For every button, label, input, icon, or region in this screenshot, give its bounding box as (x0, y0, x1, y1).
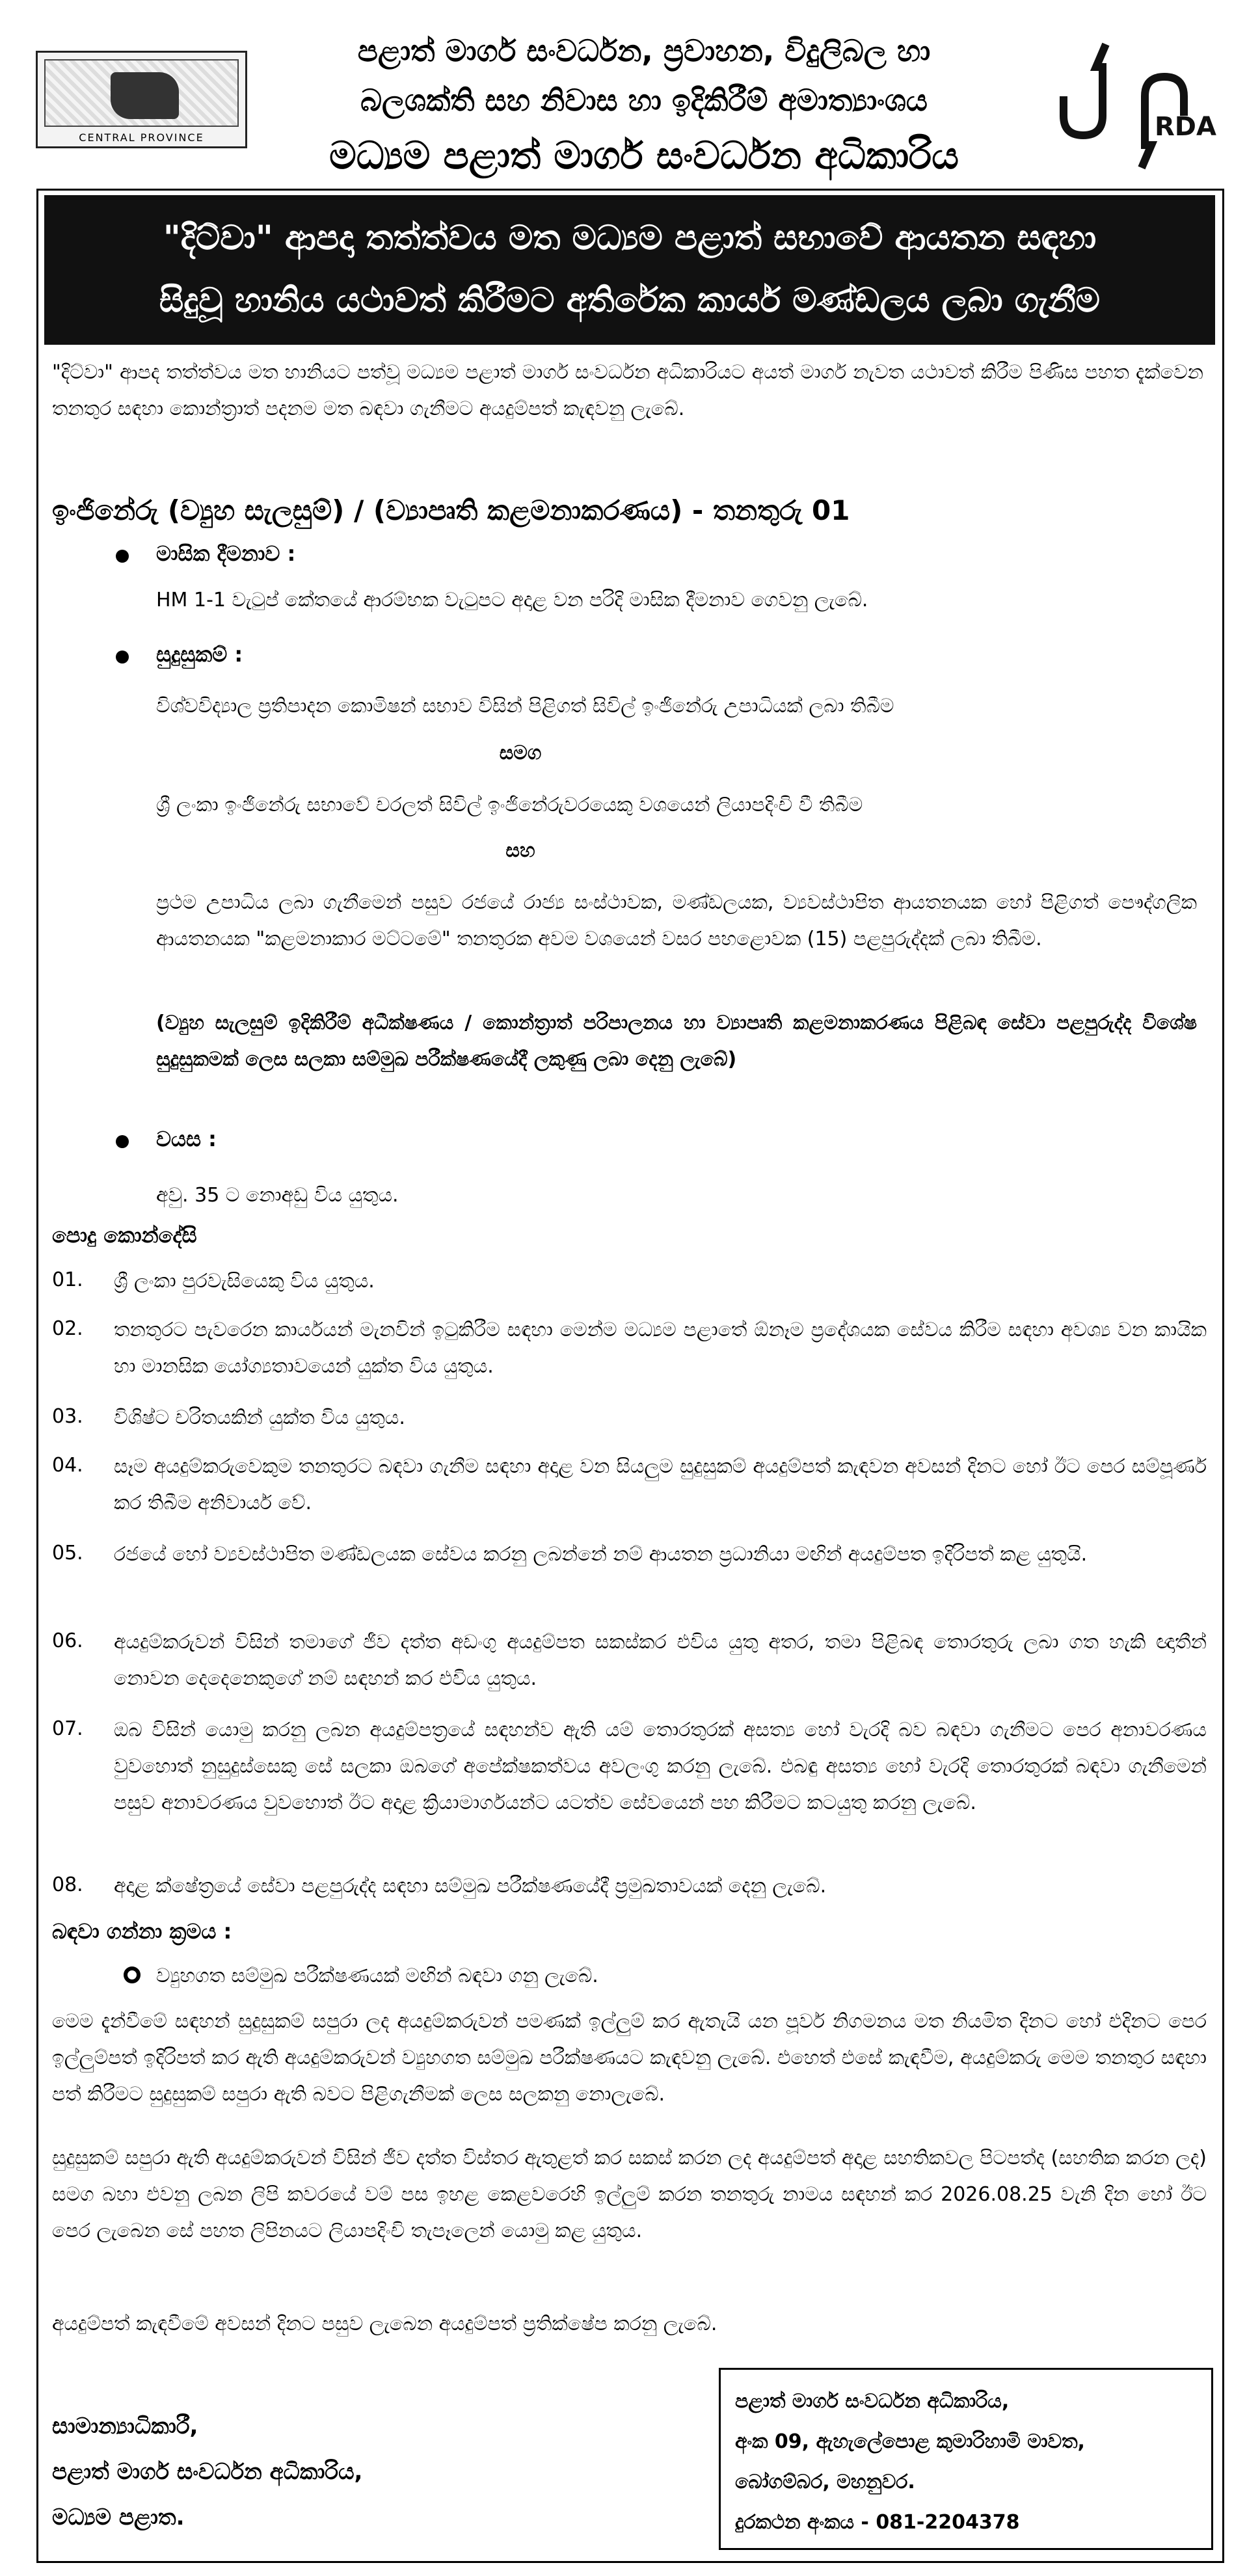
recruitment-paragraph-3: අයදුම්පත් කැඳවීමේ අවසන් දිනට පසුව ලැබෙන අයදුම්පත් ප්‍රතික්ෂේප කරනු ලැබේ. (52, 2313, 717, 2335)
condition-text: විශිෂ්ට චරිතයකින් යුක්ත විය යුතුය. (114, 1406, 405, 1429)
qualification-and-1: සමග (499, 742, 542, 764)
prda-logo (1044, 38, 1223, 174)
header (0, 0, 1260, 195)
qualification-1: විශ්වවිද්‍යාල ප්‍රතිපාදන කොමිෂන් සභාව විසින් පිළිගත් සිවිල් ඉංජිනේරු උපාධියක් ලබා තිබීම (156, 695, 894, 718)
phone-label: දුරකථන අංකය (735, 2511, 854, 2534)
condition-number: 05. (52, 1542, 83, 1564)
condition-number: 03. (52, 1405, 83, 1428)
phone-number: 081-2204378 (876, 2511, 1020, 2534)
address-line-1: පළාත් මාර්ග සංවර්ධන අධිකාරිය, (735, 2390, 1010, 2413)
banner-line-2: සිදුවූ හානිය යථාවත් කිරීමට අතිරේක කාර්ය මණ්ඩලය ලබා ගැනීම (159, 281, 1101, 320)
salary-text: HM 1-1 වැටුප් කේතයේ ආරම්භක වැටුපට අදාළ වන පරිදි මාසික දීමනාව ගෙවනු ලැබේ. (156, 589, 868, 611)
recruitment-paragraph-1: මෙම දැන්වීමේ සඳහන් සුදුසුකම් සපුරා ලද අයදුම්කරුවන් පමණක් ඉල්ලුම් කර ඇතැයි යන පූර්ව නිගමනය මත නියමිත දිනට හෝ එදිනට පෙර ඉල්ලුම්පත් ඉදිරිපත් කර ඇති අයදුම්කරුවන් ව්‍යුහගත සම්මුඛ පරීක්ෂණයට කැඳවනු ලැබේ. එහෙත් එසේ කැඳවීම, අයදුම්කරු මෙම තනතුර සඳහා පත් කිරීමට සුදුසුකම් සපුරා ඇති බවට පිළිගැනීමක් ලෙස සලකනු නොලැබේ. (52, 2010, 1207, 2106)
recruitment-method-item: ව්‍යුහගත සම්මුඛ පරීක්ෂණයක් මඟින් බඳවා ගනු ලැබේ. (156, 1965, 598, 1987)
lion-emblem-icon (111, 72, 179, 119)
ministry-line-1: පළාත් මාර්ග සංවර්ධන, ප්‍රවාහන, විදුලිබල හා (357, 33, 931, 68)
condition-number: 04. (52, 1454, 83, 1477)
age-text: අවු. 35 ට නොඅඩු විය යුතුය. (156, 1184, 399, 1207)
condition-text: සෑම අයදුම්කරුවෙකුම තනතුරට බඳවා ගැනීම සඳහා අදාළ වන සියලුම සුදුසුකම් අයදුම්පත් කැඳවන අවසන් දිනට හෝ ඊට පෙර සම්පූර්ණ කර තිබීම අනිවාර්ය වේ. (114, 1455, 1207, 1514)
condition-text: අයදුම්කරුවන් විසින් තමාගේ ජීව දත්ත අඩංගු අයදුම්පත සකස්කර එවිය යුතු අතර, තමා පිළිබඳ තොරතුරු ලබා ගත හැකි ඥාතීන් නොවන දෙදෙනෙකුගේ නම් සඳහන් කර එවිය යුතුය. (114, 1631, 1207, 1690)
address-line-2: අංක 09, ඇහැලේපොළ කුමාරිහාමි මාවත, (735, 2430, 1085, 2453)
ministry-name (260, 26, 1028, 125)
intro-paragraph: "දිට්වා" ආපද තත්ත්වය මත හානියට පත්වූ මධ්‍යම පළාත් මාර්ග සංවර්ධන අධිකාරියට අයත් මාර්ග නැවත යථාවත් කිරීම පිණිස පහත දැක්වෙන තනතුර සඳහා කොන්ත්‍රාත් පදනම මත බඳවා ගැනීමට අයදුම්පත් කැඳවනු ලැබේ. (52, 361, 1203, 420)
condition-number: 07. (52, 1717, 83, 1740)
logo-caption: CENTRAL PROVINCE (79, 131, 204, 144)
signature-line-2: පළාත් මාර්ග සංවර්ධන අධිකාරිය, (52, 2459, 363, 2485)
qualification-2: ශ්‍රී ලංකා ඉංජිනේරු සභාවේ චරලත් සිවිල් ඉංජිනේරුවරයෙකු වශයෙන් ලියාපදිංචි වී තිබීම (156, 794, 863, 816)
signature-block (52, 2404, 362, 2540)
title-banner (44, 195, 1215, 345)
signature-line-1: සාමාන්‍යාධිකාරී, (52, 2413, 198, 2439)
bullet-icon (116, 1135, 129, 1148)
phone-separator: - (861, 2511, 876, 2534)
condition-text: අදාළ ක්ෂේත්‍රයේ සේවා පළපුරුද්ද සඳහා සම්මුඛ පරීක්ෂණයේදී ප්‍රමුඛතාවයක් දෙනු ලැබේ. (114, 1875, 827, 1898)
condition-text: ශ්‍රී ලංකා පුරවැසියෙකු විය යුතුය. (114, 1270, 375, 1293)
logo-emblem (44, 59, 239, 127)
condition-number: 08. (52, 1873, 83, 1896)
qualification-and-2: සහ (505, 839, 535, 862)
central-province-logo (36, 51, 247, 148)
condition-text: තනතුරට පැවරෙන කාර්යයන් මැනවින් ඉටුකිරීම සඳහා මෙන්ම මධ්‍යම පළාතේ ඕනෑම ප්‍රදේශයක සේවය කිරීම සඳහා අවශ්‍ය වන කායික හා මානසික යෝග්‍යතාවයෙන් යුක්ත විය යුතුය. (114, 1319, 1207, 1378)
general-conditions-heading: පොදු කොන්දේසි (52, 1223, 197, 1248)
advertisement-page: CENTRAL PROVINCE පළාත් මාර්ග සංවර්ධන, ප්‍රවාහන, විදුලිබල හා බලශක්ති සහ නිවාස හා ඉදිකිරීම් අමාත්‍යාංශය මධ්‍යම පළාත් මාර්ග සංවර්ධන අධිකාරිය RDA "දිට්වා" ආපදා තත්ත්වය මත මධ්‍යම පළාත් සභාවේ ආයතන සඳහා සිදුවූ හානිය යථාවත් කිරීමට අතිරේක කාර්ය මණ්ඩලය ලබා ගැනීම "දිට්වා" ආපද තත්ත්වය මත හානියට පත්වූ මධ්‍යම පළාත් මාර්ග සංවර්ධන අධිකාරියට අයත් මාර්ග නැවත යථාවත් කිරීම පිණිස පහත දැක්වෙන තනතුර සඳහා කොන්ත්‍රාත් පදනම මත බඳවා ගැනීමට අයදුම්පත් කැඳවනු ලැබේ. ඉංජිනේරු (ව්‍යුහ සැලසුම්) / (ව්‍යාපෘති කළමනාකරණය) - තනතුරු 01 මාසික දීමනාව : HM 1-1 වැටුප් කේතයේ ආරම්භක වැටුපට අදාළ වන පරිදි මාසික දීමනාව ගෙවනු ලැබේ. සුදුසුකම් : විශ්වවිද්‍යාල ප්‍රතිපාදන කොමිෂන් සභාව විසින් පිළිගත් සිවිල් ඉංජිනේරු උපාධියක් ලබා තිබීම සමග ශ්‍රී ලංකා ඉංජිනේරු සභාවේ චරලත් සිවිල් ඉංජිනේරුවරයෙකු වශයෙන් ලියාපදිංචි වී තිබීම සහ ප්‍රථම උපාධිය ලබා ගැනීමෙන් පසුව රජයේ රාජ්‍ය සංස්ථාවක, මණ්ඩලයක, ව්‍යවස්ථාපිත ආයතනයක හෝ පිළිගත් පෞද්ගලික ආයතනයක "කළමනාකාර මට්ටමේ" තනතුරක අවම වශයෙන් වසර පහළොවක (15) පළපුරුද්දක් ලබා තිබීම. (ව්‍යුහ සැලසුම් ඉදිකිරීම් අධීක්ෂණය / කොන්ත්‍රාත් පරිපාලනය හා ව්‍යාපෘති කළමනාකරණය පිළිබඳ සේවා පළපුරුද්ද විශේෂ සුදුසුකමක් ලෙස සලකා සම්මුඛ පරීක්ෂණයේදී ලකුණු ලබා දෙනු ලැබේ) වයස : අවු. 35 ට නොඅඩු විය යුතුය. පොදු කොන්දේසි 01. ශ්‍රී ලංකා පුරවැසියෙකු විය යුතුය. 02. තනතුරට පැවරෙන කාර්යයන් මැනවින් ඉටුකිරීම සඳහා මෙන්ම මධ්‍යම පළාතේ ඕනෑම ප්‍රදේශයක සේවය කිරීම සඳහා අවශ්‍ය වන කායික හා මානසික යෝග්‍යතාවයෙන් යුක්ත විය යුතුය. 03. විශිෂ්ට චරිතයකින් යුක්ත විය යුතුය. 04. සෑම අයදුම්කරුවෙකුම තනතුරට බඳවා ගැනීම සඳහා අදාළ වන සියලුම සුදුසුකම් අයදුම්පත් කැඳවන අවසන් දිනට හෝ ඊට පෙර සම්පූර්ණ කර තිබීම අනිවාර්ය වේ. 05. රජයේ හෝ ව්‍යවස්ථාපිත මණ්ඩලයක සේවය කරනු ලබන්නේ නම් ආයතන ප්‍රධානියා මඟින් අයදුම්පත ඉදිරිපත් කළ යුතුයි. 06. අයදුම්කරුවන් විසින් තමාගේ ජීව දත්ත අඩංගු අයදුම්පත සකස්කර එවිය යුතු අතර, තමා පිළිබඳ තොරතුරු ලබා ගත හැකි ඥාතීන් නොවන දෙදෙනෙකුගේ නම් සඳහන් කර එවිය යුතුය. 07. ඔබ විසින් යොමු කරනු ලබන අයදුම්පත්‍රයේ සඳහන්ව ඇති යම් තොරතුරක් අසත්‍ය හෝ වැරදි බව බඳවා ගැනීමට පෙර අනාවරණය වුවහොත් නුසුදුස්සෙකු සේ සලකා ඔබගේ අපේක්ෂකත්වය අවලංගු කරනු ලැබේ. එබඳු අසත්‍ය හෝ වැරදි තොරතුරක් බඳවා ගැනීමෙන් පසුව අනාවරණය වුවහොත් ඊට අදාළ ක්‍රියාමාර්ගයන්ට යටත්ව සේවයෙන් පහ කිරීමට කටයුතු කරනු ලැබේ. 08. අදාළ ක්ෂේත්‍රයේ සේවා පළපුරුද්ද සඳහා සම්මුඛ පරීක්ෂණයේදී ප්‍රමුඛතාවයක් දෙනු ලැබේ. බඳවා ගන්නා ක්‍රමය : ව්‍යුහගත සම්මුඛ පරීක්ෂණයක් මඟින් බඳවා ගනු ලැබේ. මෙම දැන්වීමේ සඳහන් සුදුසුකම් සපුරා ලද අයදුම්කරුවන් පමණක් ඉල්ලුම් කර ඇතැයි යන පූර්ව නිගමනය මත නියමිත දිනට හෝ එදිනට පෙර ඉල්ලුම්පත් ඉදිරිපත් කර ඇති අයදුම්කරුවන් ව්‍යුහගත සම්මුඛ පරීක්ෂණයට කැඳවනු ලැබේ. එහෙත් එසේ කැඳවීම, අයදුම්කරු මෙම තනතුර සඳහා පත් කිරීමට සුදුසුකම් සපුරා ඇති බවට පිළිගැනීමක් ලෙස සලකනු නොලැබේ. සුදුසුකම් සපුරා ඇති අයදුම්කරුවන් විසින් ජීව දත්ත විස්තර ඇතුළත් කර සකස් කරන ලද අයදුම්පත් අදාළ සහතිකවල පිටපත්ද (සහතික කරන ලද) සමග බහා එවනු ලබන ලිපි කවරයේ වම් පස ඉහළ කෙළවරෙහි ඉල්ලුම් කරන තනතුරු නාමය සඳහන් කර 2026.08.25 වැනි දින හෝ ඊට පෙර ලැබෙන සේ පහත ලිපිනයට ලියාපදිංචි තැපෑලෙන් යොමු කළ යුතුය. අයදුම්පත් කැඳවීමේ අවසන් දිනට පසුව ලැබෙන අයදුම්පත් ප්‍රතික්ෂේප කරනු ලැබේ. සාමාන්‍යාධිකාරී, පළාත් මාර්ග සංවර්ධන අධිකාරිය, මධ්‍යම පළාත. පළාත් මාර්ග සංවර්ධන අධිකාරිය, අංක 09, ඇහැලේපොළ කුමාරිහාමි මාවත, බෝගම්බර, මහනුවර. දුරකථන අංකය - 081-2204378 (0, 0, 1260, 2576)
bullet-icon (116, 651, 129, 664)
bullet-icon (116, 550, 129, 563)
prda-road-icon (1044, 38, 1223, 174)
circle-bullet-icon (124, 1966, 141, 1983)
condition-number: 02. (52, 1317, 83, 1340)
address-phone (735, 2502, 1197, 2543)
condition-number: 01. (52, 1268, 83, 1291)
signature-line-3: මධ්‍යම පළාත. (52, 2504, 185, 2530)
recruitment-method-heading: බඳවා ගන්නා ක්‍රමය : (52, 1919, 232, 1944)
authority-name: මධ්‍යම පළාත් මාර්ග සංවර්ධන අධිකාරිය (329, 133, 959, 178)
banner-line-1: "දිට්වා" ආපදා තත්ත්වය මත මධ්‍යම පළාත් සභාවේ ආයතන සඳහා (163, 219, 1097, 258)
recruitment-paragraph-2: සුදුසුකම් සපුරා ඇති අයදුම්කරුවන් විසින් ජීව දත්ත විස්තර ඇතුළත් කර සකස් කරන ලද අයදුම්පත් අදාළ සහතිකවල පිටපත්ද (සහතික කරන ලද) සමග බහා එවනු ලබන ලිපි කවරයේ වම් පස ඉහළ කෙළවරෙහි ඉල්ලුම් කරන තනතුරු නාමය සඳහන් කර 2026.08.25 වැනි දින හෝ ඊට පෙර ලැබෙන සේ පහත ලිපිනයට ලියාපදිංචි තැපෑලෙන් යොමු කළ යුතුය. (52, 2147, 1207, 2242)
condition-text: ඔබ විසින් යොමු කරනු ලබන අයදුම්පත්‍රයේ සඳහන්ව ඇති යම් තොරතුරක් අසත්‍ය හෝ වැරදි බව බඳවා ගැනීමට පෙර අනාවරණය වුවහොත් නුසුදුස්සෙකු සේ සලකා ඔබගේ අපේක්ෂකත්වය අවලංගු කරනු ලැබේ. එබඳු අසත්‍ය හෝ වැරදි තොරතුරක් බඳවා ගැනීමෙන් පසුව අනාවරණය වුවහොත් ඊට අදාළ ක්‍රියාමාර්ගයන්ට යටත්ව සේවයෙන් පහ කිරීමට කටයුතු කරනු ලැබේ. (114, 1719, 1207, 1814)
qualification-3: ප්‍රථම උපාධිය ලබා ගැනීමෙන් පසුව රජයේ රාජ්‍ය සංස්ථාවක, මණ්ඩලයක, ව්‍යවස්ථාපිත ආයතනයක හෝ පිළිගත් පෞද්ගලික ආයතනයක "කළමනාකාර මට්ටමේ" තනතුරක අවම වශයෙන් වසර පහළොවක (15) පළපුරුද්දක් ලබා තිබීම. (156, 891, 1197, 950)
ministry-line-2: බලශක්ති සහ නිවාස හා ඉදිකිරීම් අමාත්‍යාංශය (360, 83, 928, 118)
qualification-4: (ව්‍යුහ සැලසුම් ඉදිකිරීම් අධීක්ෂණය / කොන්ත්‍රාත් පරිපාලනය හා ව්‍යාපෘති කළමනාකරණය පිළිබඳ සේවා පළපුරුද්ද විශේෂ සුදුසුකමක් ලෙස සලකා සම්මුඛ පරීක්ෂණයේදී ලකුණු ලබා දෙනු ලැබේ) (156, 1012, 1197, 1071)
address-line-3: බෝගම්බර, මහනුවර. (735, 2471, 915, 2493)
post-title: ඉංජිනේරු (ව්‍යුහ සැලසුම්) / (ව්‍යාපෘති කළමනාකරණය) - තනතුරු 01 (52, 494, 850, 526)
condition-text: රජයේ හෝ ව්‍යවස්ථාපිත මණ්ඩලයක සේවය කරනු ලබන්නේ නම් ආයතන ප්‍රධානියා මඟින් අයදුම්පත ඉදිරිපත් කළ යුතුයි. (114, 1543, 1088, 1566)
prda-logo-text: RDA (1155, 112, 1216, 142)
condition-number: 06. (52, 1630, 83, 1652)
address-box (719, 2368, 1213, 2550)
